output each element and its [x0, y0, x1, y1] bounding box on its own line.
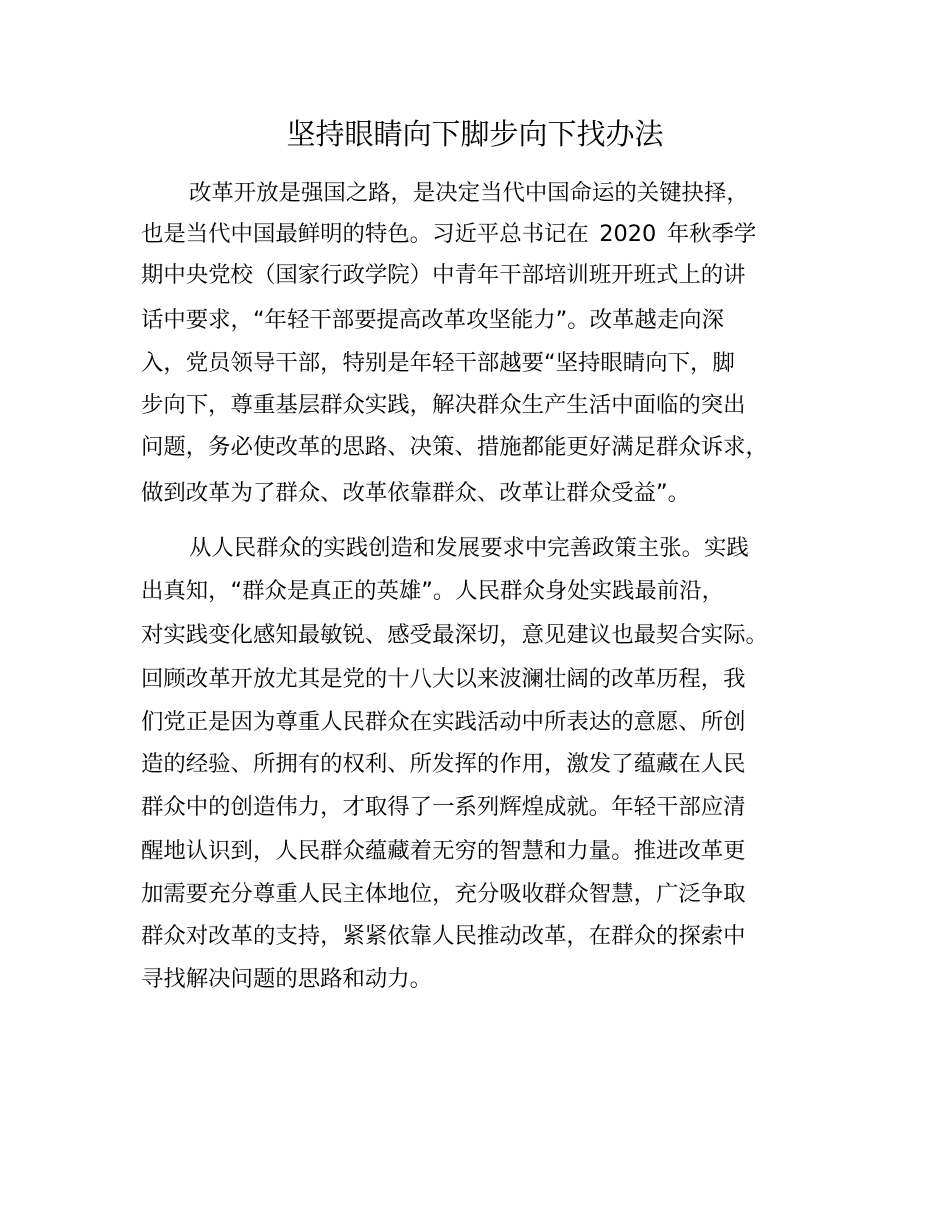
- paragraph-2-line: 群众对改革的支持，紧紧依靠人民推动改革，在群众的探索中: [141, 923, 746, 949]
- paragraph-2-line: 从人民群众的实践创造和发展要求中完善政策主张。实践: [189, 535, 749, 561]
- paragraph-1-line: 问题，务必使改革的思路、决策、措施都能更好满足群众诉求，: [141, 434, 768, 460]
- paragraph-2-line: 寻找解决问题的思路和动力。: [141, 966, 433, 992]
- paragraph-1-line: 话中要求，“年轻干部要提高改革攻坚能力”。改革越走向深: [141, 307, 724, 333]
- paragraph-1-line: 入，党员领导干部，特别是年轻干部越要“坚持眼睛向下，脚: [141, 350, 735, 376]
- paragraph-1-line: 做到改革为了群众、改革依靠群众、改革让群众受益”。: [141, 480, 690, 506]
- paragraph-2-line: 对实践变化感知最敏锐、感受最深切，意见建议也最契合实际。: [141, 622, 768, 648]
- paragraph-2-line: 出真知，“群众是真正的英雄”。人民群众身处实践最前沿，: [141, 578, 724, 604]
- paragraph-2-line: 造的经验、所拥有的权利、所发挥的作用，激发了蕴藏在人民: [141, 751, 746, 777]
- paragraph-2-line: 醒地认识到，人民群众蕴藏着无穷的智慧和力量。推进改革更: [141, 838, 746, 864]
- document-title: 坚持眼睛向下脚步向下找办法: [286, 117, 664, 151]
- paragraph-2-line: 回顾改革开放尤其是党的十八大以来波澜壮阔的改革历程，我: [141, 666, 746, 692]
- paragraph-1-line: 步向下，尊重基层群众实践，解决群众生产生活中面临的突出: [141, 392, 746, 418]
- paragraph-2-line: 群众中的创造伟力，才取得了一系列辉煌成就。年轻干部应清: [141, 794, 746, 820]
- paragraph-1-line: 也是当代中国最鲜明的特色。习近平总书记在 2020 年秋季学: [141, 221, 757, 247]
- paragraph-2-line: 加需要充分尊重人民主体地位，充分吸收群众智慧，广泛争取: [141, 881, 746, 907]
- paragraph-2-line: 们党正是因为尊重人民群众在实践活动中所表达的意愿、所创: [141, 709, 746, 735]
- paragraph-1-line: 期中央党校（国家行政学院）中青年干部培训班开班式上的讲: [141, 262, 746, 288]
- paragraph-1-line: 改革开放是强国之路，是决定当代中国命运的关键抉择，: [189, 180, 749, 206]
